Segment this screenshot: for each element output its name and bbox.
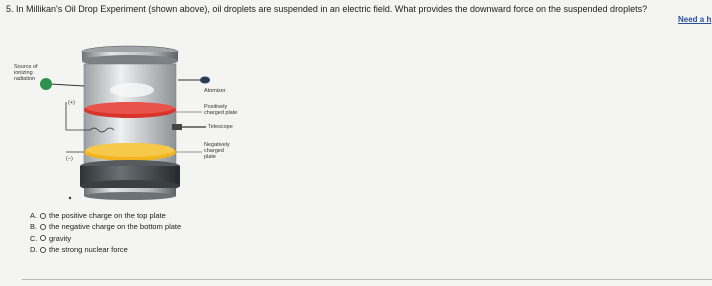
option-text: gravity (49, 233, 72, 243)
answer-options (30, 210, 530, 255)
need-help-link[interactable]: Need a h (678, 15, 712, 24)
option-letter: D. (30, 244, 38, 254)
option-a[interactable] (30, 210, 530, 221)
bottom-divider (22, 279, 712, 280)
atomizer-bulb (200, 77, 210, 84)
radio-button[interactable] (40, 247, 46, 253)
label-atomizer: Atomizer (204, 88, 226, 94)
radio-button[interactable] (40, 213, 46, 219)
option-letter: B. (30, 222, 38, 232)
option-letter: C. (30, 233, 38, 243)
radio-button[interactable] (40, 224, 46, 230)
option-b[interactable] (30, 221, 530, 232)
option-c[interactable] (30, 233, 530, 244)
option-text: the positive charge on the top plate (49, 211, 166, 220)
radiation-source-flask (40, 78, 52, 90)
option-letter: A. (30, 211, 38, 220)
radio-button[interactable] (40, 235, 46, 241)
label-positive-plate: Positively charged plate (204, 104, 238, 116)
apparatus-drawing (12, 42, 272, 212)
label-minus: (−) (66, 156, 73, 162)
label-negative-plate: Negatively charged plate (204, 142, 230, 160)
option-text: the strong nuclear force (49, 244, 128, 254)
option-d[interactable] (30, 244, 530, 255)
option-text: the negative charge on the bottom plate (49, 222, 182, 232)
label-radiation-source: Source of ionizing radiation (14, 64, 38, 82)
millikan-apparatus-figure (12, 42, 272, 212)
label-plus: (+) (68, 100, 75, 106)
label-telescope: Telescope (208, 124, 233, 130)
question-text (6, 4, 706, 15)
question-number: 5. (6, 4, 14, 14)
question-body: In Millikan's Oil Drop Experiment (shown above), oil droplets are suspended in an electric field. What provides the downward force on the suspended droplets? (16, 4, 648, 14)
